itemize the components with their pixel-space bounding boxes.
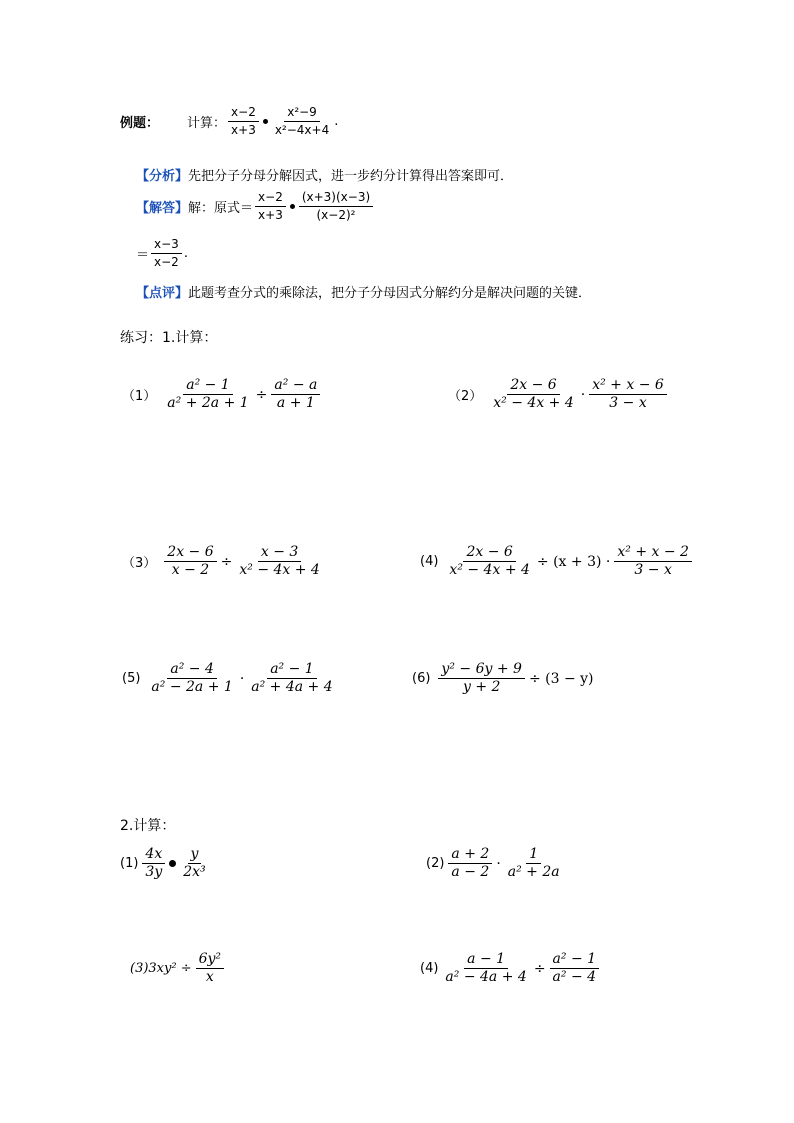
comment-text: 此题考查分式的乘除法，把分子分母因式分解约分是解决问题的关键． bbox=[188, 286, 592, 301]
practice1-item-6: (6) $\frac{\text{y² − 6y + 9}}{y + 2}$ ÷ (3 − y) bbox=[412, 661, 594, 695]
practice1-item-3: （3） $\frac{2x - 6}{x - 2}$ ÷ $\frac{x - 3}{\text{x² − 4x + 4}}$ bbox=[122, 544, 320, 578]
solution-result-line: ＝ $\frac{x-3}{x-2}$ . bbox=[136, 237, 188, 269]
solution-text: 解：原式＝ bbox=[188, 201, 254, 216]
analysis-text: 先把分子分母分解因式，进一步约分计算得出答案即可． bbox=[188, 169, 514, 184]
solution-tag: 【解答】 bbox=[136, 201, 189, 216]
solution-fraction-1: $\frac{x-2}{x+3}$ bbox=[255, 190, 286, 223]
example-label: 例题： bbox=[120, 116, 160, 131]
practice2-item-3: (3)3xy² ÷ $\frac{\text{6y²}}{x}$ bbox=[130, 952, 226, 985]
example-fraction-1: $\frac{x-2}{x+3}$ bbox=[228, 105, 259, 138]
example-calc-label: 计算： bbox=[187, 116, 227, 131]
comment-line bbox=[136, 282, 591, 301]
practice1-item-2: （2） $\frac{2x - 6}{\text{x² − 4x + 4}}$ · $\frac{\text{x² + x − 6}}{3 - x}$ bbox=[448, 378, 669, 411]
solution-line bbox=[136, 190, 375, 223]
multiply-dot-icon bbox=[290, 204, 295, 209]
practice1-item-5: (5) $\frac{\text{a² − 4}}{\text{a² − 2a + 1}}$ · $\frac{\text{a² − 1}}{\text{a² + 4a + 4}}$ bbox=[122, 661, 333, 695]
practice2-item-4: (4) $\frac{a - 1}{\text{a² − 4a + 4}}$ ÷ $\frac{\text{a² − 1}}{\text{a² − 4}}$ bbox=[420, 952, 601, 985]
multiply-dot-icon bbox=[169, 860, 176, 867]
example-line: 例题： 计算： $\frac{x-2}{x+3}$ $\frac{\text{x²−9}}{\text{x²−4x+4}}$ . bbox=[120, 105, 339, 137]
solution-result-fraction: $\frac{x-3}{x-2}$ bbox=[151, 237, 182, 270]
practice2-item-1: (1) $\frac{4x}{3y}$ $\frac{y}{\text{2x³}}$ bbox=[120, 846, 206, 880]
practice1-heading: 练习：1.计算： bbox=[120, 330, 218, 346]
practice1-item-1: （1） $\frac{\text{a² − 1}}{\text{a² + 2a + 1}}$ ÷ $\frac{\text{a² − a}}{a + 1}$ bbox=[122, 378, 322, 411]
comment-tag: 【点评】 bbox=[136, 286, 189, 301]
multiply-dot-icon bbox=[263, 119, 268, 124]
analysis-tag: 【分析】 bbox=[136, 169, 189, 184]
practice2-item-2: (2) $\frac{a + 2}{a - 2}$ · $\frac{1}{\text{a² + 2a}}$ bbox=[426, 846, 560, 880]
practice1-item-4: (4) $\frac{2x - 6}{\text{x² − 4x + 4}}$ ÷ (x + 3) · $\frac{\text{x² + x − 2}}{3 - x}$ bbox=[420, 545, 694, 578]
analysis-line bbox=[136, 165, 513, 184]
solution-fraction-2: $\frac{(x+3)(x-3)}{\text{(x−2)²}}$ bbox=[299, 190, 373, 223]
practice2-heading: 2.计算： bbox=[120, 818, 176, 834]
example-fraction-2: $\frac{\text{x²−9}}{\text{x²−4x+4}}$ bbox=[274, 105, 330, 137]
